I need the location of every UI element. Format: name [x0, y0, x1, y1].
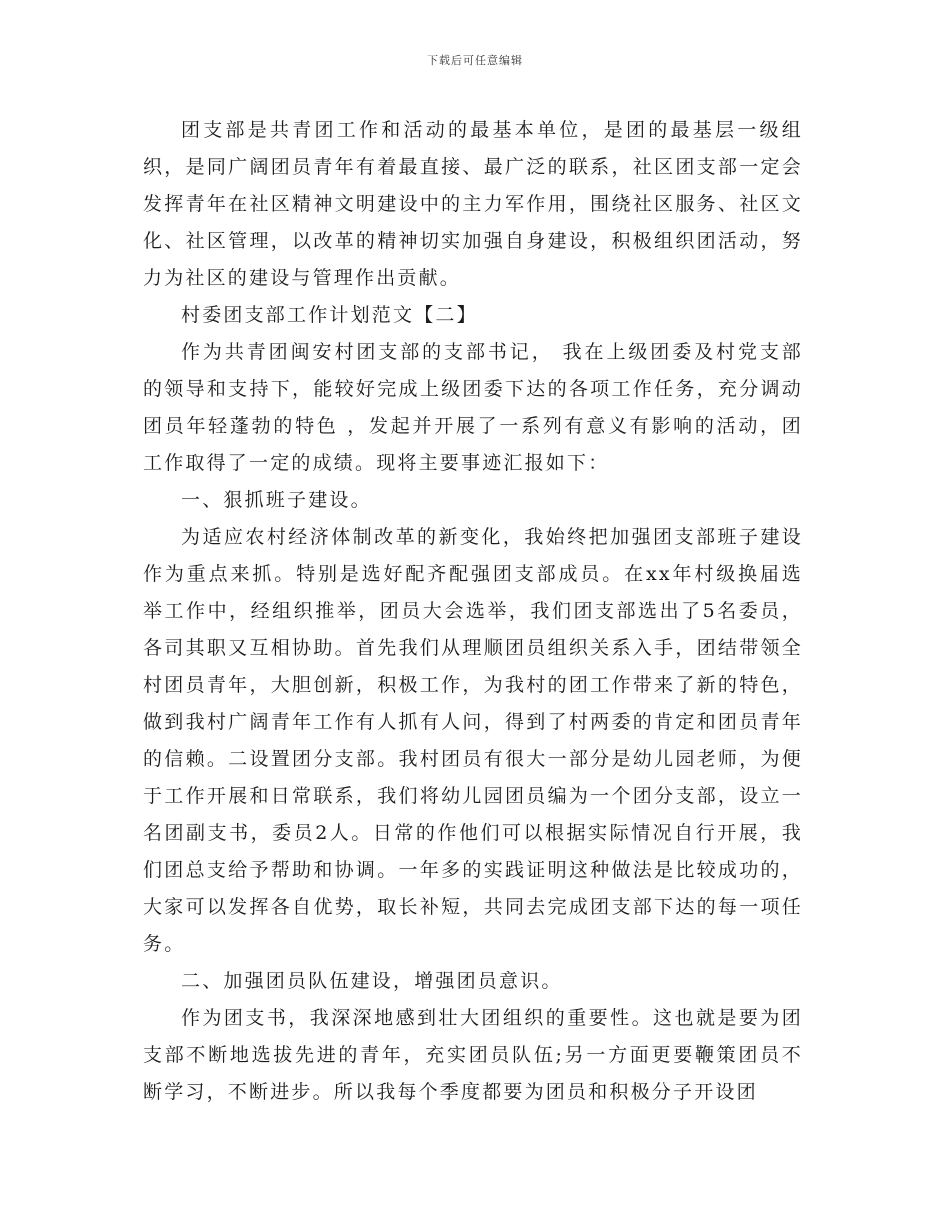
paragraph-member-team: 作为团支书，我深深地感到壮大团组织的重要性。这也就是要为团支部不断地选拔先进的青年，充实团员队伍;另一方面更要鞭策团员不断学习，不断进步。所以我每个季度都要为团员和积极分子开设团	[143, 1007, 803, 1103]
paragraph-summary: 作为共青团闽安村团支部的支部书记， 我在上级团委及村党支部的领导和支持下，能较好完成上级团委下达的各项工作任务，充分调动团员年轻蓬勃的特色 ，发起并开展了一系列有意义有影响的活动，团工作取得了一定的成绩。现将主要事迹汇报如下：	[143, 341, 803, 474]
section-title: 村委团支部工作计划范文【二】	[181, 304, 478, 326]
heading-2: 二、加强团员队伍建设，增强团员意识。	[181, 970, 563, 992]
paragraph-intro: 团支部是共青团工作和活动的最基本单位，是团的最基层一级组织，是同广阔团员青年有着最直接、最广泛的联系，社区团支部一定会发挥青年在社区精神文明建设中的主力军作用，围绕社区服务、社区文化、社区管理，以改革的精神切实加强自身建设，积极组织团活动，努力为社区的建设与管理作出贡献。	[143, 119, 803, 289]
document-body	[143, 112, 803, 1111]
paragraph-team-building: 为适应农村经济体制改革的新变化，我始终把加强团支部班子建设作为重点来抓。特别是选好配齐配强团支部成员。在xx年村级换届选举工作中，经组织推举，团员大会选举，我们团支部选出了5名委员，各司其职又互相协助。首先我们从理顺团员组织关系入手，团结带领全村团员青年，大胆创新，积极工作，为我村的团工作带来了新的特色，做到我村广阔青年工作有人抓有人问，得到了村两委的肯定和团员青年的信赖。二设置团分支部。我村团员有很大一部分是幼儿园老师，为便于工作开展和日常联系，我们将幼儿园团员编为一个团分支部，设立一名团副支书，委员2人。日常的作他们可以根据实际情况自行开展，我们团总支给予帮助和协调。一年多的实践证明这种做法是比较成功的，大家可以发挥各自优势，取长补短，共同去完成团支部下达的每一项任务。	[143, 526, 803, 955]
header-note: 下载后可任意编辑	[427, 54, 523, 67]
heading-1: 一、狠抓班子建设。	[181, 489, 372, 511]
